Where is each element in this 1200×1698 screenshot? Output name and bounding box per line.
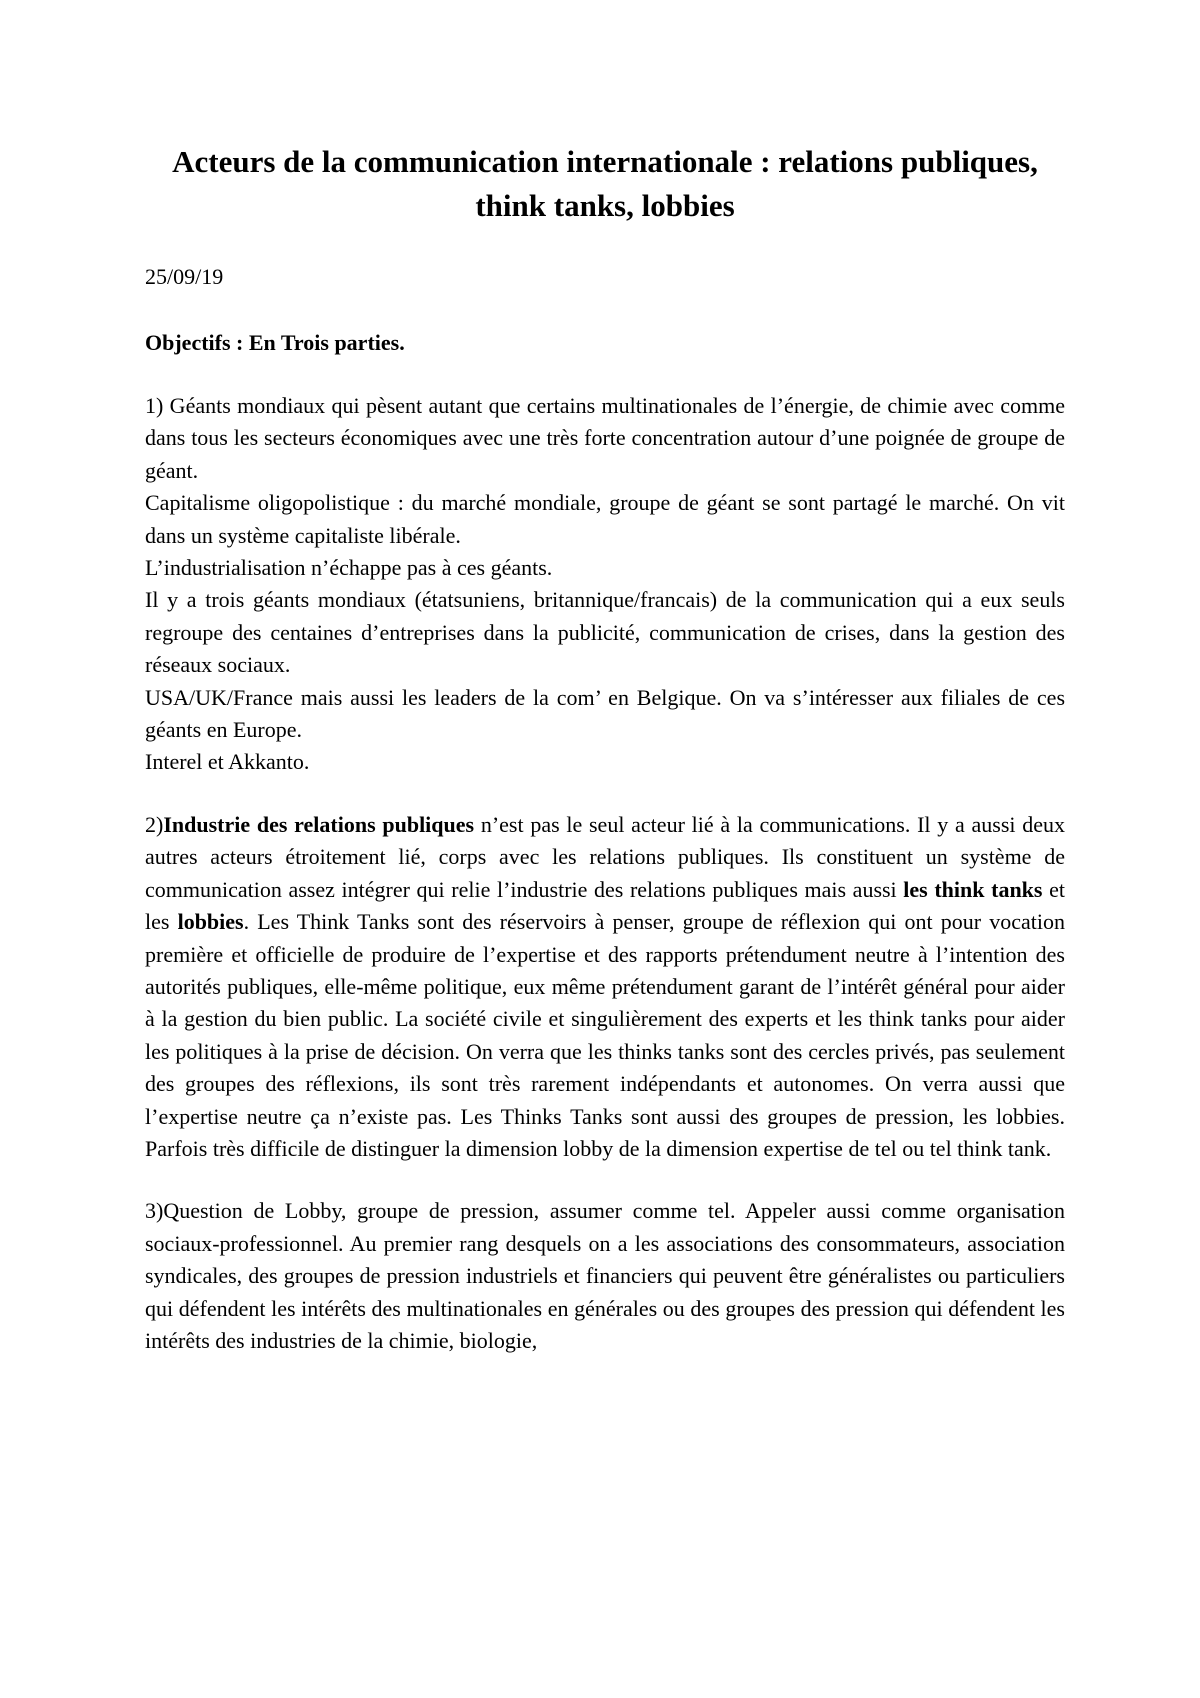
section-part-2 [145, 809, 1065, 1165]
document-title: Acteurs de la communication internationale : relations publiques, think tanks, lobbies [172, 144, 1038, 223]
section-part-1 [145, 390, 1065, 779]
document-page [145, 140, 1065, 1357]
text-run: . Les Think Tanks sont des réservoirs à penser, groupe de réflexion qui ont pour vocation première et officielle de produire de l’expertise et des rapports prétendument neutre à l’intention des autorités publiques, elle-même politique, eux même prétendument garant de l’intérêt général pour aider à la gestion du bien public. La société civile et singulièrement des experts et les think tanks pour aider les politiques à la prise de décision. On verra que les thinks tanks sont des cercles privés, pas seulement des groupes des réflexions, ils sont très rarement indépendants et autonomes. On verra aussi que l’expertise neutre ça n’existe pas. Les Thinks Tanks sont aussi des groupes de pression, les lobbies. Parfois très difficile de distinguer la dimension lobby de la dimension expertise de tel ou tel think tank. [145, 909, 1065, 1161]
text-run: et les [145, 876, 1065, 935]
objectives-heading: Objectifs : En Trois parties. [145, 330, 405, 355]
paragraph [145, 809, 1065, 1165]
paragraph: Interel et Akkanto. [145, 749, 310, 775]
emphasis-term: Industrie des relations publiques [163, 811, 475, 837]
paragraph: USA/UK/France mais aussi les leaders de la com’ en Belgique. On va s’intéresser aux filiales de ces géants en Europe. [145, 684, 1065, 743]
emphasis-term: les think tanks [903, 876, 1043, 902]
section-part-3 [145, 1195, 1065, 1357]
document-date: 25/09/19 [145, 264, 224, 289]
text-run: n’est pas le seul acteur lié à la communications. Il y a aussi deux autres acteurs étroitement lié, corps avec les relations publiques. Ils constituent un système de communication assez intégrer qui relie l’industrie des relations publiques mais aussi [145, 811, 1065, 902]
section-number: 2) [145, 811, 164, 837]
paragraph: L’industrialisation n’échappe pas à ces géants. [145, 555, 553, 581]
paragraph: Capitalisme oligopolistique : du marché mondiale, groupe de géant se sont partagé le marché. On vit dans un système capitaliste libérale. [145, 490, 1065, 548]
paragraph: Il y a trois géants mondiaux (étatsuniens, britannique/francais) de la communication qui a eux seuls regroupe des centaines d’entreprises dans la publicité, communication de crises, dans la gestion des réseaux sociaux. [145, 587, 1065, 678]
paragraph: 3)Question de Lobby, groupe de pression, assumer comme tel. Appeler aussi comme organisation sociaux-professionnel. Au premier rang desquels on a les associations des consommateurs, association syndicales, des groupes de pression industriels et financiers qui peuvent être généralistes ou particuliers qui défendent les intérêts des multinationales en générales ou des groupes des pression qui défendent les intérêts des industries de la chimie, biologie, [145, 1198, 1065, 1353]
emphasis-term: lobbies [177, 909, 244, 935]
paragraph: 1) Géants mondiaux qui pèsent autant que certains multinationales de l’énergie, de chimie avec comme dans tous les secteurs économiques avec une très forte concentration autour d’une poignée de groupe de géant. [145, 393, 1065, 483]
